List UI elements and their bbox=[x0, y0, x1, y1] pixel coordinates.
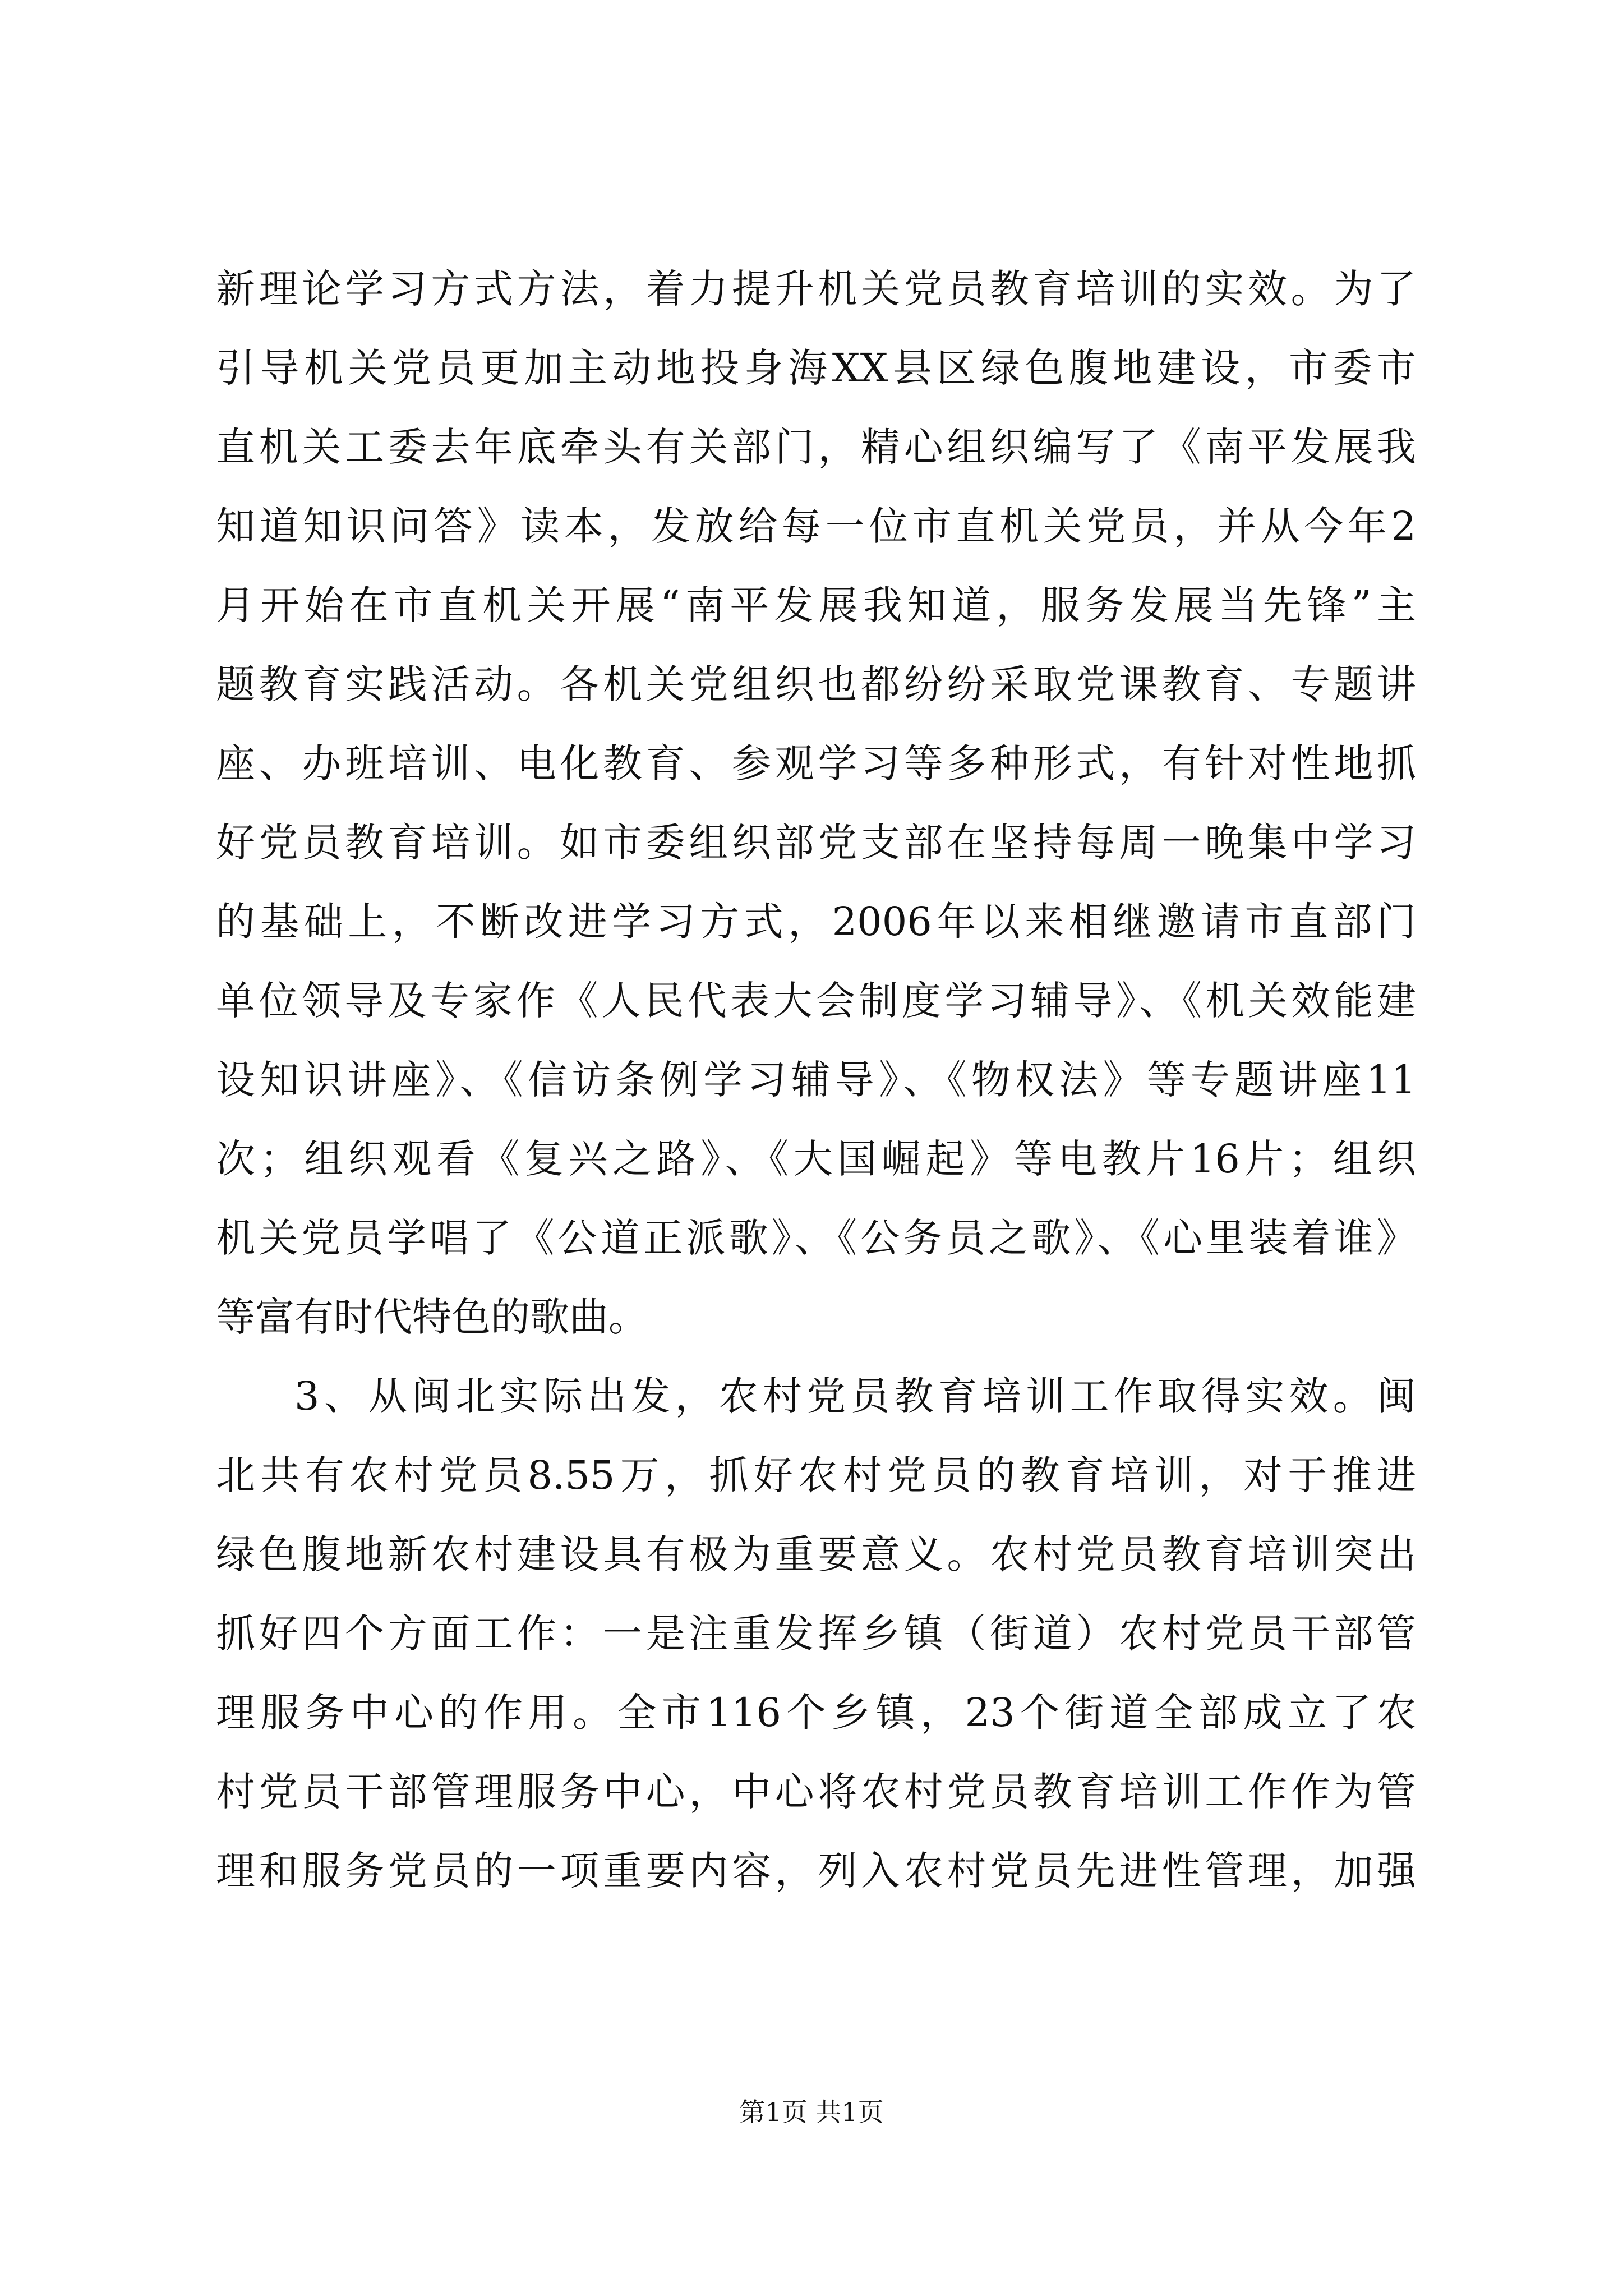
text-line: 理和服务党员的一项重要内容，列入农村党员先进性管理，加强 bbox=[216, 1848, 1416, 1894]
text-line: 设知识讲座》、《信访条例学习辅导》、《物权法》等专题讲座11 bbox=[216, 1057, 1416, 1103]
text-line: 村党员干部管理服务中心，中心将农村党员教育培训工作作为管 bbox=[216, 1769, 1416, 1815]
text-line: 新理论学习方式方法，着力提升机关党员教育培训的实效。为了 bbox=[216, 266, 1416, 312]
text-line: 3、从闽北实际出发，农村党员教育培训工作取得实效。闽 bbox=[294, 1373, 1416, 1419]
text-line: 的基础上，不断改进学习方式，2006年以来相继邀请市直部门 bbox=[216, 899, 1416, 945]
document-body bbox=[216, 250, 1416, 1911]
text-line: 机关党员学唱了《公道正派歌》、《公务员之歌》、《心里装着谁》 bbox=[216, 1215, 1416, 1261]
text-line: 等富有时代特色的歌曲。 bbox=[216, 1294, 648, 1340]
text-line: 抓好四个方面工作：一是注重发挥乡镇（街道）农村党员干部管 bbox=[216, 1611, 1416, 1657]
text-line: 好党员教育培训。如市委组织部党支部在坚持每周一晚集中学习 bbox=[216, 820, 1416, 866]
text-line: 引导机关党员更加主动地投身海XX县区绿色腹地建设，市委市 bbox=[216, 345, 1416, 391]
text-line: 次；组织观看《复兴之路》、《大国崛起》等电教片16片；组织 bbox=[216, 1136, 1416, 1182]
page-footer: 第1页 共1页 bbox=[739, 2097, 884, 2127]
text-line: 理服务中心的作用。全市116个乡镇，23个街道全部成立了农 bbox=[216, 1690, 1416, 1736]
text-line: 题教育实践活动。各机关党组织也都纷纷采取党课教育、专题讲 bbox=[216, 661, 1416, 707]
text-line: 单位领导及专家作《人民代表大会制度学习辅导》、《机关效能建 bbox=[216, 978, 1416, 1024]
text-line: 月开始在市直机关开展“南平发展我知道，服务发展当先锋”主 bbox=[216, 582, 1416, 628]
text-line: 知道知识问答》读本，发放给每一位市直机关党员，并从今年2 bbox=[216, 503, 1416, 549]
text-line: 直机关工委去年底牵头有关部门，精心组织编写了《南平发展我 bbox=[216, 424, 1416, 470]
text-line: 北共有农村党员8.55万，抓好农村党员的教育培训，对于推进 bbox=[216, 1452, 1416, 1498]
text-line: 座、办班培训、电化教育、参观学习等多种形式，有针对性地抓 bbox=[216, 740, 1416, 786]
text-line: 绿色腹地新农村建设具有极为重要意义。农村党员教育培训突出 bbox=[216, 1531, 1416, 1577]
